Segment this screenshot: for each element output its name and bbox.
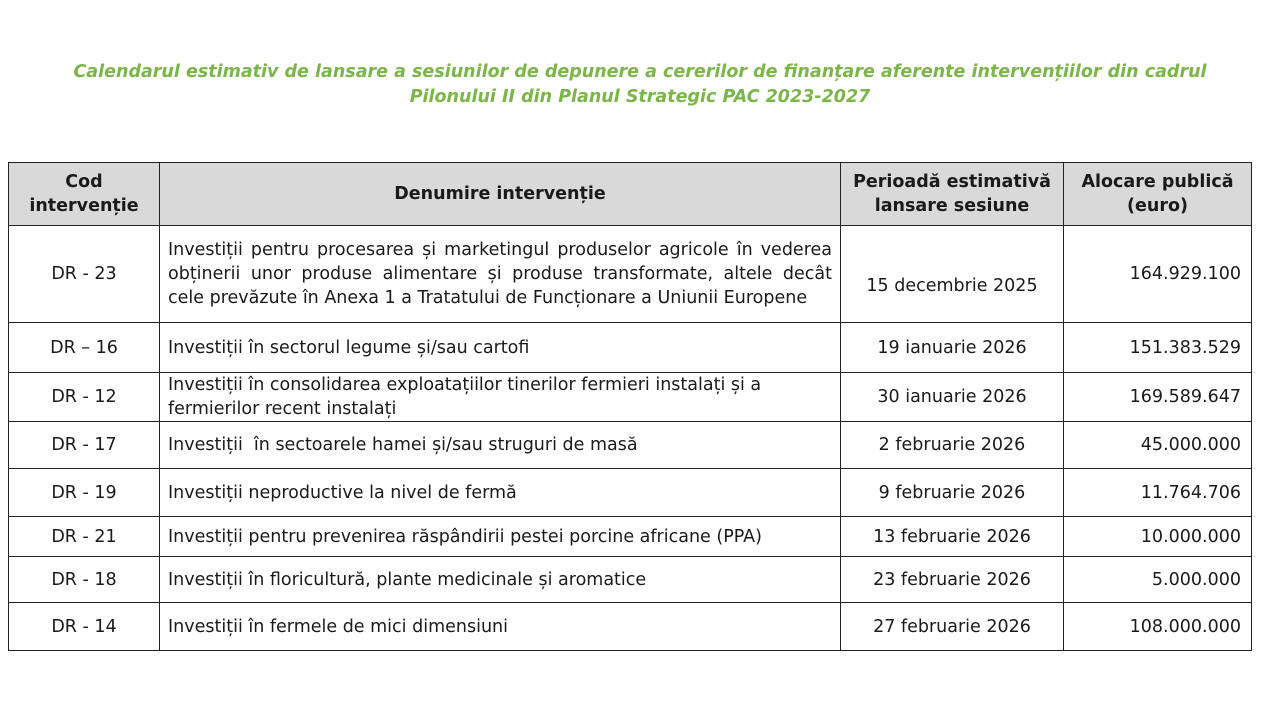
row-code: DR - 12 xyxy=(9,373,160,422)
header-code: Cod intervenție xyxy=(9,163,160,226)
row-code: DR - 17 xyxy=(9,422,160,469)
row-period: 13 februarie 2026 xyxy=(841,517,1064,557)
row-period: 27 februarie 2026 xyxy=(841,603,1064,651)
table-row xyxy=(9,517,1252,557)
header-name: Denumire intervenție xyxy=(160,163,841,226)
row-period: 30 ianuarie 2026 xyxy=(841,373,1064,422)
table-row xyxy=(9,422,1252,469)
table-row xyxy=(9,226,1252,323)
row-name: Investiții în sectoarele hamei și/sau struguri de masă xyxy=(160,422,841,469)
row-amount: 164.929.100 xyxy=(1064,226,1252,323)
table-row xyxy=(9,323,1252,373)
row-code: DR - 23 xyxy=(9,226,160,323)
row-amount: 11.764.706 xyxy=(1064,469,1252,517)
row-name: Investiții în sectorul legume și/sau cartofi xyxy=(160,323,841,373)
row-name: Investiții pentru procesarea și marketingul produselor agricole în vederea obținerii unor produse alimentare și produse transformate, altele decât cele prevăzute în Anexa 1 a Tratatului de Funcționare a Uniunii Europene xyxy=(160,226,841,323)
row-code: DR - 19 xyxy=(9,469,160,517)
interventions-table xyxy=(8,162,1252,651)
title-line-2: Pilonului II din Planul Strategic PAC 2023-2027 xyxy=(409,87,871,107)
row-name: Investiții neproductive la nivel de fermă xyxy=(160,469,841,517)
header-amount: Alocare publică (euro) xyxy=(1064,163,1252,226)
table-row xyxy=(9,469,1252,517)
row-amount: 45.000.000 xyxy=(1064,422,1252,469)
table-row xyxy=(9,603,1252,651)
document-title xyxy=(0,60,1280,110)
row-name: Investiții în fermele de mici dimensiuni xyxy=(160,603,841,651)
row-amount: 151.383.529 xyxy=(1064,323,1252,373)
row-period: 15 decembrie 2025 xyxy=(841,226,1064,323)
row-period: 9 februarie 2026 xyxy=(841,469,1064,517)
row-amount: 169.589.647 xyxy=(1064,373,1252,422)
row-name: Investiții în consolidarea exploatațiilor tinerilor fermieri instalați și a fermierilor recent instalați xyxy=(160,373,841,422)
row-period: 23 februarie 2026 xyxy=(841,557,1064,603)
row-code: DR - 18 xyxy=(9,557,160,603)
row-name: Investiții în floricultură, plante medicinale și aromatice xyxy=(160,557,841,603)
row-name: Investiții pentru prevenirea răspândirii pestei porcine africane (PPA) xyxy=(160,517,841,557)
title-line-1: Calendarul estimativ de lansare a sesiunilor de depunere a cererilor de finanțare aferente intervențiilor din cadrul xyxy=(73,62,1207,82)
header-period: Perioadă estimativă lansare sesiune xyxy=(841,163,1064,226)
row-amount: 10.000.000 xyxy=(1064,517,1252,557)
row-code: DR - 14 xyxy=(9,603,160,651)
row-amount: 108.000.000 xyxy=(1064,603,1252,651)
table-row xyxy=(9,373,1252,422)
table-row xyxy=(9,557,1252,603)
table-header-row xyxy=(9,163,1252,226)
row-code: DR – 16 xyxy=(9,323,160,373)
row-period: 19 ianuarie 2026 xyxy=(841,323,1064,373)
row-amount: 5.000.000 xyxy=(1064,557,1252,603)
row-period: 2 februarie 2026 xyxy=(841,422,1064,469)
row-code: DR - 21 xyxy=(9,517,160,557)
